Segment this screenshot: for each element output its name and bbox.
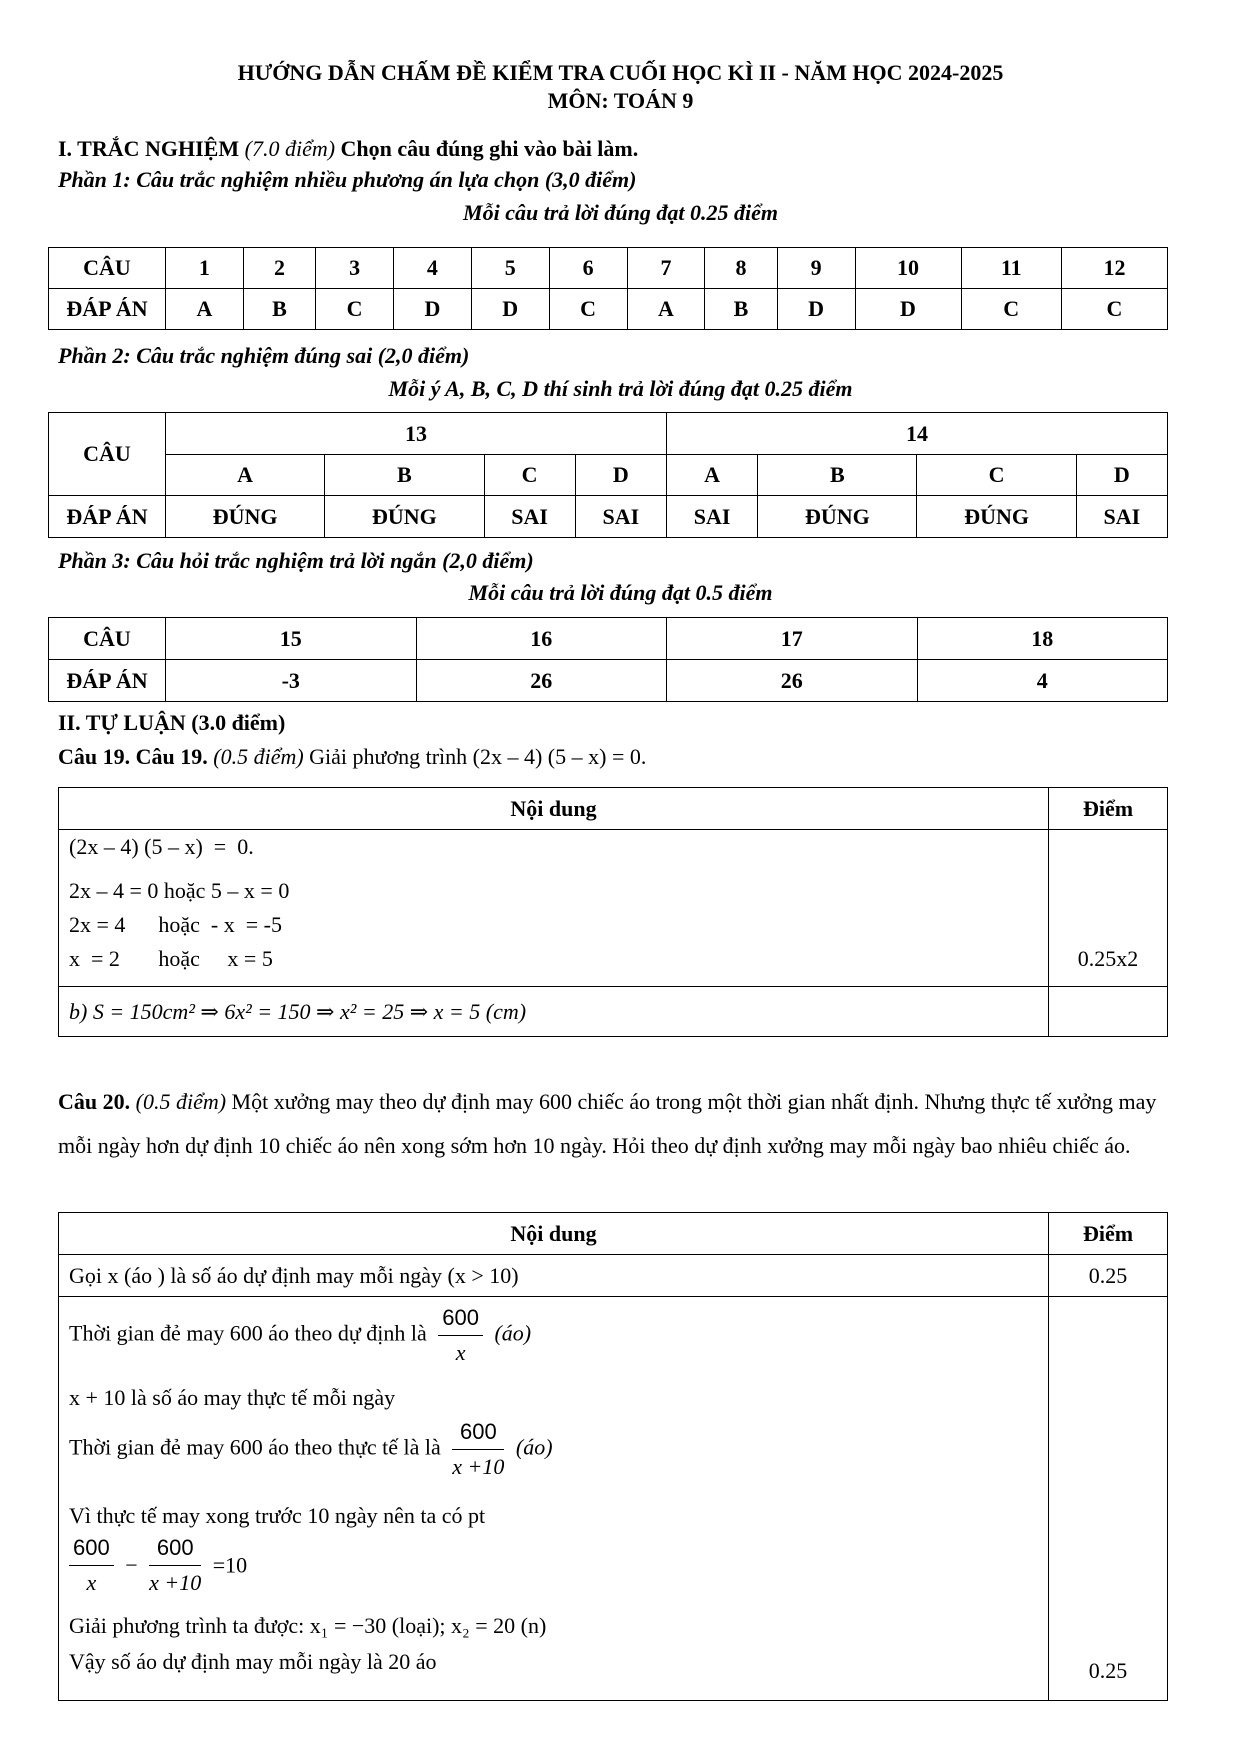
- answer-cell: ĐÚNG: [917, 496, 1076, 538]
- answer-cell: B: [243, 289, 315, 330]
- answer-cell: D: [855, 289, 961, 330]
- row-label: ĐÁP ÁN: [49, 289, 166, 330]
- equation-line: [69, 1535, 1038, 1613]
- phan2-table: [48, 412, 1168, 538]
- cau19-row-b-text: [59, 987, 1049, 1037]
- question-cell: 7: [627, 248, 705, 289]
- phan2-option-row: [49, 455, 1168, 496]
- fraction: [452, 1419, 504, 1480]
- solution-text: Thời gian đẻ may 600 áo theo thực tế là là: [69, 1434, 441, 1460]
- solution-line: x = 2 hoặc x = 5: [69, 946, 273, 971]
- question-cell: 16: [416, 618, 667, 660]
- solution-line: 2x – 4 = 0 hoặc 5 – x = 0: [69, 878, 290, 903]
- cau19-header-row: [59, 788, 1168, 830]
- answer-cell: -3: [166, 660, 417, 702]
- solution-text: Thời gian đẻ may 600 áo theo dự định là: [69, 1320, 427, 1346]
- phan2-heading: Phần 2: Câu trắc nghiệm đúng sai (2,0 điểm): [58, 343, 470, 368]
- phan1-answer-row: [49, 289, 1168, 330]
- solution-line: x + 10 là số áo may thực tế mỗi ngày: [69, 1385, 396, 1410]
- cau19-label: Câu 19. Câu 19.: [58, 744, 208, 769]
- answer-cell: ĐÚNG: [166, 496, 325, 538]
- minus-sign: −: [125, 1552, 138, 1578]
- phan2-group-row: [49, 413, 1168, 455]
- solution-unit: (áo): [494, 1320, 532, 1346]
- equation-rhs: =10: [212, 1552, 248, 1578]
- answer-cell: A: [627, 289, 705, 330]
- answer-cell: 26: [667, 660, 918, 702]
- part-ii-heading: II. TỰ LUẬN (3.0 điểm): [58, 710, 286, 735]
- solution-line: [69, 1419, 1038, 1503]
- solution-line: (2x – 4) (5 – x) = 0.: [69, 834, 254, 859]
- fraction: [149, 1535, 201, 1596]
- answer-cell: 26: [416, 660, 667, 702]
- fraction-denominator: x +10: [452, 1454, 505, 1479]
- group-number: 13: [166, 413, 667, 455]
- question-cell: 15: [166, 618, 417, 660]
- answer-cell: C: [1061, 289, 1167, 330]
- answer-cell: SAI: [484, 496, 575, 538]
- phan1-note: Mỗi câu trả lời đúng đạt 0.25 điểm: [463, 200, 778, 225]
- question-cell: 11: [961, 248, 1061, 289]
- phan1-heading: Phần 1: Câu trắc nghiệm nhiều phương án lựa chọn (3,0 điểm): [58, 167, 637, 192]
- cau19-question: [58, 744, 646, 770]
- empty-score-cell: [1049, 987, 1168, 1037]
- question-cell: 2: [243, 248, 315, 289]
- group-number: 14: [666, 413, 1167, 455]
- phan3-question-row: [49, 618, 1168, 660]
- answer-cell: D: [393, 289, 471, 330]
- cau20-text: Một xưởng may theo dự định may 600 chiếc áo trong một thời gian nhất định. Nhưng thực tế xưởng may mỗi ngày hơn dự định 10 chiếc áo nên xong sớm hơn 10 ngày. Hỏi theo dự định xưởng may mỗi ngày bao nhiêu chiếc áo.: [58, 1089, 1157, 1158]
- part-i-instruction: Chọn câu đúng ghi vào bài làm.: [340, 136, 639, 161]
- document-title: HƯỚNG DẪN CHẤM ĐỀ KIỂM TRA CUỐI HỌC KÌ II - NĂM HỌC 2024-2025: [237, 60, 1004, 85]
- answer-cell: A: [166, 289, 244, 330]
- question-cell: 17: [667, 618, 918, 660]
- option-cell: C: [917, 455, 1076, 496]
- answer-cell: D: [471, 289, 549, 330]
- cau20-points: (0.5 điểm): [135, 1089, 227, 1114]
- answer-cell: SAI: [575, 496, 666, 538]
- solution-line: [69, 1305, 1038, 1377]
- row-label: CÂU: [49, 248, 166, 289]
- phan1-table: [48, 247, 1168, 330]
- cau19-solution: [59, 830, 1049, 987]
- cau19-points: (0.5 điểm): [213, 744, 304, 769]
- question-cell: 8: [705, 248, 777, 289]
- fraction-numerator: 600: [452, 1419, 504, 1450]
- cau20-table: [58, 1212, 1168, 1701]
- fraction-denominator: x: [455, 1340, 466, 1365]
- answer-cell: SAI: [1076, 496, 1167, 538]
- answer-cell: 4: [917, 660, 1168, 702]
- answer-cell: ĐÚNG: [758, 496, 917, 538]
- row-label: CÂU: [49, 413, 166, 496]
- answer-cell: C: [549, 289, 627, 330]
- row-label: ĐÁP ÁN: [49, 660, 166, 702]
- cau20-row2-score: 0.25: [1049, 1297, 1168, 1701]
- fraction: [69, 1535, 114, 1596]
- cau19-text: Giải phương trình (2x – 4) (5 – x) = 0.: [309, 744, 647, 769]
- answer-cell: C: [961, 289, 1061, 330]
- solution-unit: (áo): [515, 1434, 553, 1460]
- answer-cell: D: [777, 289, 855, 330]
- cau20-row2: [59, 1297, 1168, 1701]
- option-cell: A: [666, 455, 757, 496]
- option-cell: D: [1076, 455, 1167, 496]
- phan3-heading: Phần 3: Câu hỏi trắc nghiệm trả lời ngắn (2,0 điểm): [58, 548, 534, 573]
- phan2-note: Mỗi ý A, B, C, D thí sinh trả lời đúng đạt 0.25 điểm: [388, 376, 853, 401]
- option-cell: C: [484, 455, 575, 496]
- cau20-solution: [59, 1297, 1049, 1701]
- option-cell: A: [166, 455, 325, 496]
- part-i-heading: [58, 136, 638, 162]
- question-cell: 18: [917, 618, 1168, 660]
- part-i-points: (7.0 điểm): [244, 136, 336, 161]
- content-header: Nội dung: [59, 788, 1049, 830]
- cau20-row1-text: Gọi x (áo ) là số áo dự định may mỗi ngày (x > 10): [59, 1255, 1049, 1297]
- solution-line: 2x = 4 hoặc - x = -5: [69, 912, 282, 937]
- fraction-numerator: 600: [149, 1535, 201, 1566]
- answer-cell: C: [316, 289, 394, 330]
- cau20-header-row: [59, 1213, 1168, 1255]
- part-i-title: I. TRẮC NGHIỆM: [58, 136, 240, 161]
- score-header: Điểm: [1049, 788, 1168, 830]
- fraction: [438, 1305, 483, 1366]
- answer-cell: SAI: [666, 496, 757, 538]
- phan2-answer-row: [49, 496, 1168, 538]
- option-cell: B: [758, 455, 917, 496]
- answer-cell: ĐÚNG: [325, 496, 484, 538]
- phan3-table: [48, 617, 1168, 702]
- row-b-formula: b) S = 150cm² ⇒ 6x² = 150 ⇒ x² = 25 ⇒ x = 5 (cm): [69, 999, 527, 1024]
- question-cell: 9: [777, 248, 855, 289]
- content-header: Nội dung: [59, 1213, 1049, 1255]
- question-cell: 12: [1061, 248, 1167, 289]
- cau19-score: 0.25x2: [1049, 830, 1168, 987]
- question-cell: 4: [393, 248, 471, 289]
- question-cell: 6: [549, 248, 627, 289]
- cau19-row-b: [59, 987, 1168, 1037]
- cau19-solution-row: [59, 830, 1168, 987]
- option-cell: D: [575, 455, 666, 496]
- solution-line: Giải phương trình ta được: x₁ = −30 (loại); x₂ = 20 (n): [69, 1613, 547, 1638]
- row-label: CÂU: [49, 618, 166, 660]
- fraction-denominator: x: [86, 1570, 97, 1595]
- phan1-question-row: [49, 248, 1168, 289]
- question-cell: 5: [471, 248, 549, 289]
- answer-cell: B: [705, 289, 777, 330]
- phan3-answer-row: [49, 660, 1168, 702]
- option-cell: B: [325, 455, 484, 496]
- phan3-note: Mỗi câu trả lời đúng đạt 0.5 điểm: [468, 580, 773, 605]
- score-header: Điểm: [1049, 1213, 1168, 1255]
- question-cell: 10: [855, 248, 961, 289]
- cau19-table: [58, 787, 1168, 1037]
- fraction-numerator: 600: [438, 1305, 483, 1336]
- fraction-denominator: x +10: [149, 1570, 202, 1595]
- cau20-question: [58, 1080, 1183, 1168]
- cau20-row1: [59, 1255, 1168, 1297]
- solution-line: Vì thực tế may xong trước 10 ngày nên ta có pt: [69, 1503, 486, 1528]
- row-label: ĐÁP ÁN: [49, 496, 166, 538]
- solution-line: Vậy số áo dự định may mỗi ngày là 20 áo: [69, 1649, 437, 1674]
- fraction-numerator: 600: [69, 1535, 114, 1566]
- question-cell: 3: [316, 248, 394, 289]
- cau20-row1-score: 0.25: [1049, 1255, 1168, 1297]
- cau20-label: Câu 20.: [58, 1089, 131, 1114]
- question-cell: 1: [166, 248, 244, 289]
- subject-title: MÔN: TOÁN 9: [547, 88, 694, 113]
